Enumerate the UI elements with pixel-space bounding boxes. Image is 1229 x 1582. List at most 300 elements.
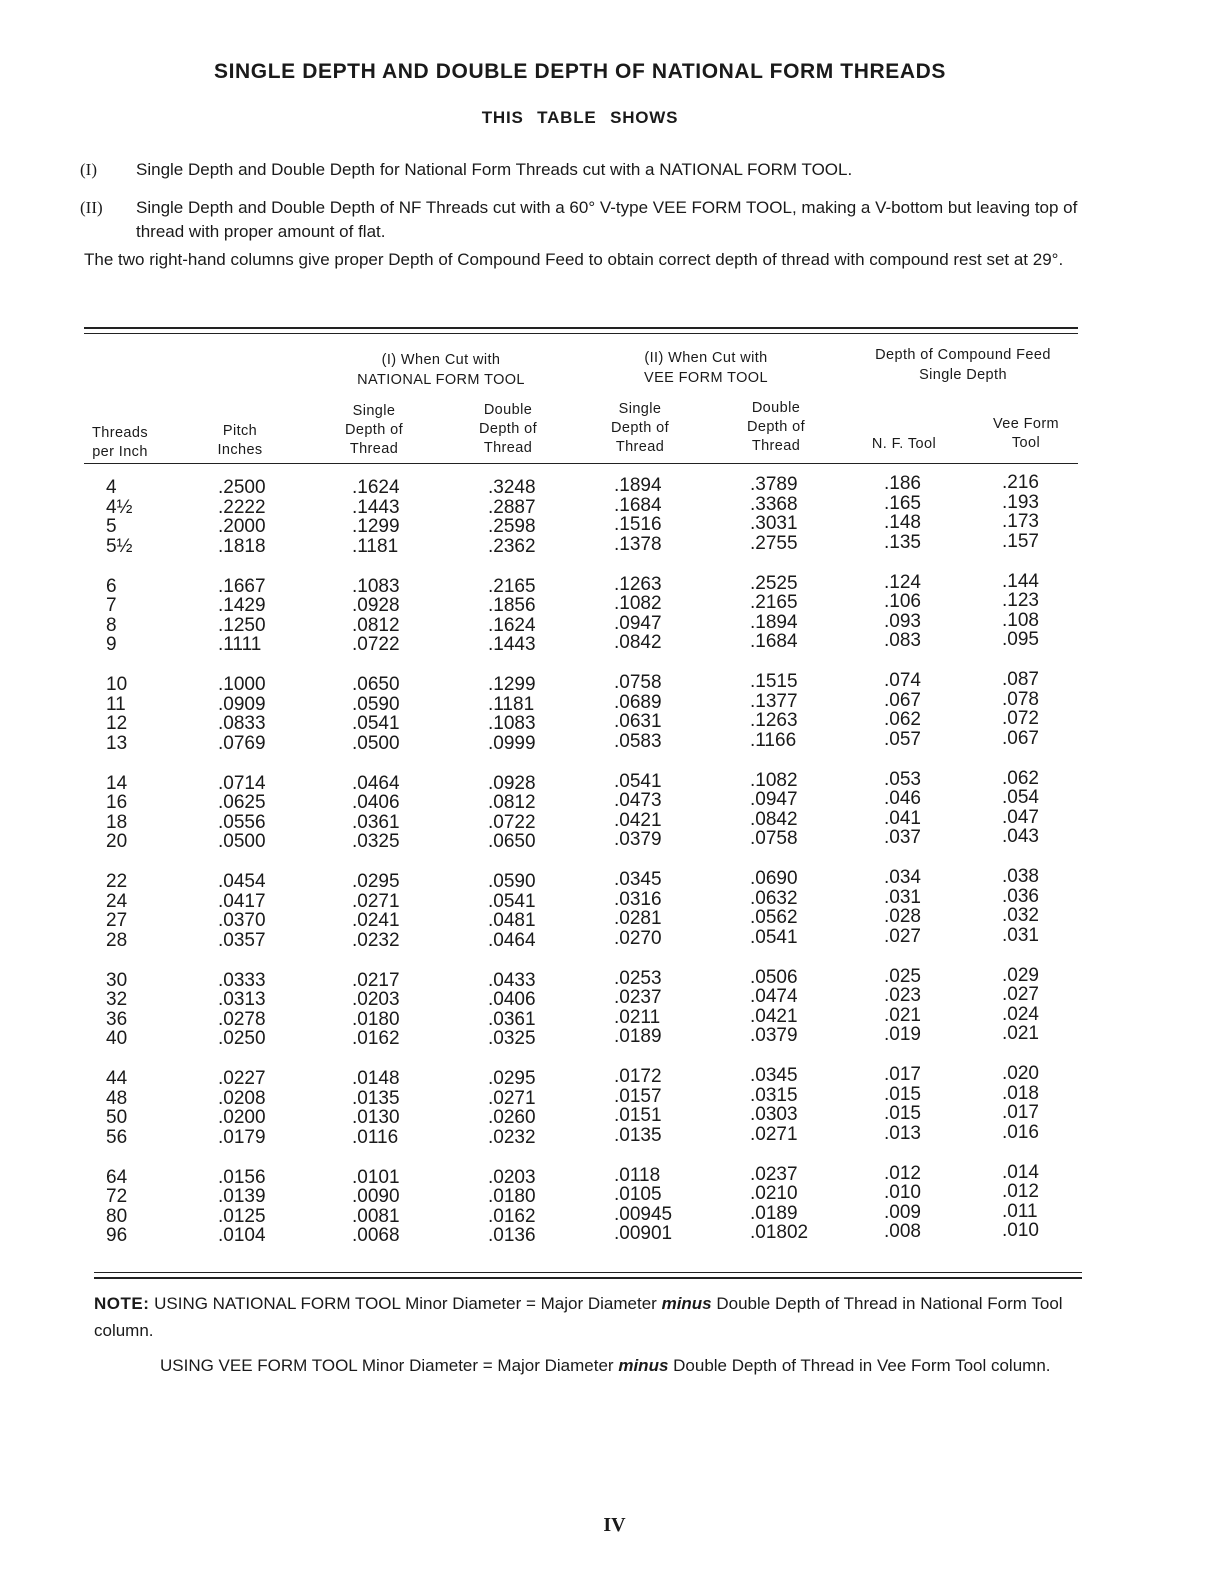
nf-tool-feed-cell: .015 — [884, 1103, 921, 1124]
national-double-depth-cell: .0180 — [488, 1186, 536, 1207]
vee-single-depth-cell: .1516 — [614, 514, 662, 535]
vee-double-depth-cell: .01802 — [750, 1222, 809, 1243]
national-double-depth-cell: .0162 — [488, 1205, 536, 1227]
vee-form-tool-feed-cell: .011 — [1002, 1200, 1038, 1222]
pitch-cell: .0313 — [218, 989, 266, 1010]
table-bottom-rule-outer — [94, 1277, 1082, 1279]
national-double-depth-cell: .0928 — [488, 772, 536, 794]
threads-per-inch-cell: 7 — [106, 595, 117, 616]
vee-double-depth-cell: .0474 — [750, 986, 798, 1007]
vee-form-tool-feed-cell: .014 — [1002, 1161, 1039, 1183]
national-double-depth-cell: .0136 — [488, 1225, 536, 1246]
vee-double-depth-cell: .0379 — [750, 1025, 798, 1046]
vee-form-tool-feed-cell: .012 — [1002, 1181, 1039, 1202]
national-single-depth-cell: .0090 — [352, 1186, 400, 1207]
vee-single-depth-cell: .0631 — [614, 711, 662, 732]
note-text: USING NATIONAL FORM TOOL Minor Diameter = Major Diameter — [154, 1294, 657, 1313]
vee-double-depth-cell: .1082 — [750, 769, 798, 791]
pitch-cell: .0208 — [218, 1087, 266, 1109]
vee-form-tool-feed-cell: .036 — [1002, 885, 1039, 907]
nf-tool-feed-cell: .124 — [884, 571, 921, 593]
threads-per-inch-cell: 10 — [106, 674, 128, 695]
pitch-cell: .0278 — [218, 1008, 266, 1030]
table-row — [84, 1023, 1084, 1049]
column-header-national-single: Single Depth of Thread — [344, 403, 403, 457]
national-single-depth-cell: .0271 — [352, 890, 400, 912]
table-row — [84, 472, 1084, 498]
nf-tool-feed-cell: .074 — [884, 670, 921, 691]
table-row — [84, 708, 1084, 734]
pitch-cell: .0139 — [218, 1186, 266, 1207]
threads-per-inch-cell: 48 — [106, 1087, 128, 1109]
pitch-cell: .0454 — [218, 871, 266, 892]
group-header-line: VEE FORM TOOL — [644, 370, 768, 386]
national-double-depth-cell: .3248 — [488, 477, 536, 498]
pitch-cell: .0625 — [218, 792, 266, 813]
national-single-depth-cell: .0162 — [352, 1028, 400, 1049]
vee-form-tool-feed-cell: .018 — [1002, 1082, 1039, 1104]
table-row-group — [84, 669, 1084, 755]
page-number: IV — [603, 1514, 626, 1536]
table-row — [84, 688, 1084, 715]
note-paragraph-2 — [160, 1352, 1084, 1379]
national-double-depth-cell: .0722 — [488, 811, 536, 833]
vee-single-depth-cell: .0379 — [614, 829, 662, 850]
national-double-depth-cell: .2362 — [488, 535, 536, 557]
national-single-depth-cell: .0217 — [352, 969, 400, 991]
threads-per-inch-cell: 6 — [106, 575, 117, 597]
national-single-depth-cell: .0203 — [352, 989, 400, 1010]
group-header-line: (II) When Cut with — [644, 350, 768, 366]
national-single-depth-cell: .0232 — [352, 929, 400, 951]
threads-per-inch-cell: 64 — [106, 1166, 128, 1188]
vee-double-depth-cell: .0210 — [750, 1183, 798, 1204]
table-row-group — [84, 964, 1084, 1051]
national-double-depth-cell: .0406 — [488, 989, 536, 1010]
column-header-vee-single: Single Depth of Thread — [610, 401, 669, 455]
threads-per-inch-cell: 50 — [106, 1107, 128, 1128]
threads-per-inch-cell: 96 — [106, 1225, 128, 1246]
national-single-depth-cell: .0148 — [352, 1068, 400, 1089]
vee-double-depth-cell: .0541 — [750, 926, 798, 948]
national-single-depth-cell: .0928 — [352, 595, 400, 616]
group-header-line: Depth of Compound Feed — [875, 347, 1051, 363]
vee-form-tool-feed-cell: .038 — [1002, 866, 1039, 887]
column-header-vee-double: Double Depth of Thread — [746, 400, 805, 454]
vee-single-depth-cell: .1263 — [614, 573, 662, 595]
vee-form-tool-feed-cell: .157 — [1002, 530, 1039, 552]
vee-double-depth-cell: .2165 — [750, 592, 798, 613]
vee-double-depth-cell: .3368 — [750, 493, 798, 515]
nf-tool-feed-cell: .093 — [884, 610, 921, 632]
vee-single-depth-cell: .0270 — [614, 927, 662, 949]
vee-double-depth-cell: .0237 — [750, 1163, 798, 1185]
page-title: SINGLE DEPTH AND DOUBLE DEPTH OF NATIONAL FORM THREADS — [213, 60, 946, 83]
threads-per-inch-cell: 18 — [106, 811, 128, 833]
group-header-vee — [586, 348, 826, 388]
group-header-compound — [852, 345, 1074, 385]
vee-double-depth-cell: .2525 — [750, 572, 798, 594]
table-row — [84, 1161, 1084, 1188]
vee-double-depth-cell: .0189 — [750, 1202, 798, 1224]
table-row — [84, 511, 1084, 537]
vee-double-depth-cell: .2755 — [750, 532, 798, 554]
table-row-group — [84, 866, 1084, 952]
national-double-depth-cell: .2887 — [488, 496, 536, 518]
threads-per-inch-cell: 32 — [106, 989, 128, 1010]
table-top-rule — [84, 327, 1078, 329]
nf-tool-feed-cell: .017 — [884, 1064, 921, 1085]
nf-tool-feed-cell: .046 — [884, 788, 921, 809]
vee-form-tool-feed-cell: .047 — [1002, 806, 1039, 828]
threads-per-inch-cell: 11 — [106, 693, 126, 715]
vee-double-depth-cell: .0303 — [750, 1104, 798, 1125]
vee-double-depth-cell: .0562 — [750, 907, 798, 928]
threads-per-inch-cell: 4 — [106, 477, 117, 498]
national-double-depth-cell: .0203 — [488, 1166, 536, 1188]
pitch-cell: .0333 — [218, 969, 266, 991]
threads-per-inch-cell: 16 — [106, 792, 128, 813]
vee-double-depth-cell: .1377 — [750, 690, 798, 712]
table-row — [84, 1063, 1084, 1089]
vee-single-depth-cell: .0172 — [614, 1066, 662, 1087]
note-emphasis: minus — [661, 1294, 712, 1313]
national-double-depth-cell: .1299 — [488, 674, 536, 695]
vee-single-depth-cell: .1082 — [614, 593, 662, 614]
nf-tool-feed-cell: .021 — [884, 1004, 921, 1026]
pitch-cell: .1818 — [218, 535, 266, 557]
vee-form-tool-feed-cell: .031 — [1002, 924, 1039, 946]
vee-double-depth-cell: .0690 — [750, 868, 798, 889]
vee-single-depth-cell: .0118 — [614, 1164, 661, 1186]
national-double-depth-cell: .0590 — [488, 871, 536, 892]
table-top-rule-inner — [84, 333, 1078, 334]
intro-item-number: (II) — [80, 198, 103, 217]
threads-per-inch-cell: 80 — [106, 1205, 128, 1227]
threads-per-inch-cell: 40 — [106, 1028, 128, 1049]
nf-tool-feed-cell: .025 — [884, 965, 921, 987]
vee-form-tool-feed-cell: .216 — [1002, 472, 1039, 493]
vee-form-tool-feed-cell: .108 — [1002, 609, 1039, 631]
vee-form-tool-feed-cell: .024 — [1002, 1003, 1039, 1025]
national-single-depth-cell: .1299 — [352, 516, 400, 537]
note-text: Double Depth of Thread in Vee Form Tool column. — [673, 1356, 1051, 1375]
table-row — [84, 905, 1084, 931]
vee-form-tool-feed-cell: .067 — [1002, 727, 1039, 749]
vee-form-tool-feed-cell: .078 — [1002, 688, 1039, 710]
table-row — [84, 1082, 1084, 1109]
nf-tool-feed-cell: .062 — [884, 709, 921, 730]
threads-per-inch-cell: 22 — [106, 871, 128, 892]
nf-tool-feed-cell: .008 — [884, 1221, 921, 1242]
vee-single-depth-cell: .0316 — [614, 888, 662, 910]
vee-double-depth-cell: .0315 — [750, 1084, 798, 1106]
threads-per-inch-cell: 12 — [106, 713, 128, 734]
table-row — [84, 491, 1084, 518]
vee-form-tool-feed-cell: .087 — [1002, 669, 1039, 690]
note-label: NOTE: — [94, 1294, 150, 1313]
table-row-group — [84, 1063, 1084, 1149]
vee-form-tool-feed-cell: .123 — [1002, 590, 1039, 611]
nf-tool-feed-cell: .027 — [884, 925, 921, 947]
nf-tool-feed-cell: .037 — [884, 827, 921, 848]
threads-per-inch-cell: 30 — [106, 969, 128, 991]
vee-double-depth-cell: .0345 — [750, 1065, 798, 1086]
vee-double-depth-cell: .0947 — [750, 789, 798, 810]
nf-tool-feed-cell: .053 — [884, 768, 921, 790]
national-single-depth-cell: .0135 — [352, 1087, 400, 1109]
table-row — [84, 984, 1084, 1010]
group-header-line: Single Depth — [919, 367, 1007, 383]
table-row — [84, 964, 1084, 991]
nf-tool-feed-cell: .041 — [884, 807, 921, 829]
vee-double-depth-cell: .1166 — [750, 729, 797, 751]
national-double-depth-cell: .1181 — [488, 693, 535, 715]
vee-single-depth-cell: .0237 — [614, 987, 662, 1008]
national-single-depth-cell: .0325 — [352, 831, 400, 852]
table-row — [84, 590, 1084, 616]
national-double-depth-cell: .1443 — [488, 634, 536, 655]
vee-single-depth-cell: .0345 — [614, 869, 662, 890]
table-bottom-rule — [94, 1272, 1082, 1273]
national-single-depth-cell: .1624 — [352, 477, 400, 498]
threads-per-inch-cell: 56 — [106, 1126, 128, 1148]
table-row — [84, 629, 1084, 655]
column-header-vee-form-tool: Vee Form Tool — [992, 416, 1060, 451]
vee-double-depth-cell: .0421 — [750, 1005, 798, 1027]
table-row — [84, 1102, 1084, 1128]
table-row — [84, 866, 1084, 892]
nf-tool-feed-cell: .010 — [884, 1182, 921, 1203]
note-text: Double Depth of Thread in National Form Tool column. — [94, 1294, 1063, 1340]
pitch-cell: .2000 — [218, 516, 266, 537]
pitch-cell: .1429 — [218, 595, 266, 616]
table-row-group — [84, 472, 1084, 558]
table-row — [84, 530, 1084, 557]
table-row — [84, 727, 1084, 754]
threads-per-inch-cell: 14 — [106, 772, 128, 794]
national-single-depth-cell: .0241 — [352, 910, 400, 931]
vee-form-tool-feed-cell: .062 — [1002, 767, 1039, 789]
table-row — [84, 924, 1084, 951]
vee-double-depth-cell: .1515 — [750, 671, 798, 692]
threads-per-inch-cell: 20 — [106, 831, 128, 852]
national-single-depth-cell: .0812 — [352, 614, 400, 636]
national-double-depth-cell: .0541 — [488, 890, 536, 912]
nf-tool-feed-cell: .165 — [884, 492, 921, 514]
column-header-pitch: Pitch Inches — [217, 423, 263, 458]
national-double-depth-cell: .2598 — [488, 516, 536, 537]
pitch-cell: .0250 — [218, 1028, 266, 1049]
national-double-depth-cell: .0325 — [488, 1028, 536, 1049]
threads-per-inch-cell: 13 — [106, 732, 128, 754]
vee-single-depth-cell: .0421 — [614, 809, 662, 831]
national-single-depth-cell: .0464 — [352, 772, 400, 794]
national-double-depth-cell: .0271 — [488, 1087, 536, 1109]
vee-form-tool-feed-cell: .021 — [1002, 1023, 1039, 1044]
pitch-cell: .0909 — [218, 693, 266, 715]
nf-tool-feed-cell: .015 — [884, 1083, 921, 1105]
pitch-cell: .0227 — [218, 1068, 266, 1089]
table-row — [84, 1181, 1084, 1207]
table-row-group — [84, 767, 1084, 854]
vee-single-depth-cell: .0689 — [614, 691, 662, 713]
table-row — [84, 826, 1084, 852]
pitch-cell: .0769 — [218, 732, 266, 754]
table-row — [84, 669, 1084, 695]
national-double-depth-cell: .0295 — [488, 1068, 536, 1089]
national-double-depth-cell: .0260 — [488, 1107, 536, 1128]
nf-tool-feed-cell: .023 — [884, 985, 921, 1006]
group-header-line: (I) When Cut with — [381, 352, 501, 368]
national-double-depth-cell: .0361 — [488, 1008, 536, 1030]
nf-tool-feed-cell: .106 — [884, 591, 921, 612]
threads-per-inch-cell: 27 — [106, 910, 128, 931]
vee-single-depth-cell: .1684 — [614, 494, 662, 516]
national-double-depth-cell: .0481 — [488, 910, 536, 931]
pitch-cell: .0833 — [218, 713, 266, 734]
vee-single-depth-cell: .00901 — [614, 1223, 673, 1244]
national-single-depth-cell: .1083 — [352, 575, 400, 597]
pitch-cell: .0156 — [218, 1166, 266, 1188]
group-header-line: NATIONAL FORM TOOL — [357, 372, 525, 388]
note-emphasis: minus — [618, 1356, 669, 1375]
nf-tool-feed-cell: .186 — [884, 473, 921, 494]
vee-form-tool-feed-cell: .016 — [1002, 1121, 1039, 1143]
nf-tool-feed-cell: .031 — [884, 886, 921, 908]
pitch-cell: .1111 — [218, 634, 262, 655]
pitch-cell: .0370 — [218, 910, 266, 931]
group-header-national — [316, 350, 566, 390]
column-header-national-double: Double Depth of Thread — [478, 402, 537, 456]
pitch-cell: .2222 — [218, 496, 266, 518]
vee-single-depth-cell: .0135 — [614, 1124, 662, 1146]
vee-form-tool-feed-cell: .020 — [1002, 1063, 1039, 1084]
vee-single-depth-cell: .0211 — [614, 1006, 661, 1028]
intro-paragraph: The two right-hand columns give proper Depth of Compound Feed to obtain correct depth of thread with compound rest set at 29°. — [84, 250, 1064, 269]
table-row-group — [84, 570, 1084, 657]
vee-single-depth-cell: .1378 — [614, 533, 662, 555]
national-single-depth-cell: .0180 — [352, 1008, 400, 1030]
nf-tool-feed-cell: .067 — [884, 689, 921, 711]
nf-tool-feed-cell: .135 — [884, 531, 921, 553]
vee-form-tool-feed-cell: .029 — [1002, 964, 1039, 986]
vee-double-depth-cell: .3031 — [750, 513, 798, 534]
national-single-depth-cell: .0361 — [352, 811, 400, 833]
national-single-depth-cell: .0130 — [352, 1107, 400, 1128]
threads-per-inch-cell: 24 — [106, 890, 128, 912]
vee-double-depth-cell: .1263 — [750, 710, 798, 731]
threads-per-inch-cell: 4½ — [106, 496, 133, 518]
national-double-depth-cell: .0812 — [488, 792, 536, 813]
nf-tool-feed-cell: .009 — [884, 1201, 921, 1223]
table-row-group — [84, 1161, 1084, 1248]
column-header-threads: Threads per Inch — [92, 425, 148, 460]
vee-single-depth-cell: .0151 — [614, 1105, 662, 1126]
national-single-depth-cell: .0541 — [352, 713, 400, 734]
nf-tool-feed-cell: .019 — [884, 1024, 921, 1045]
vee-double-depth-cell: .0506 — [750, 966, 798, 988]
vee-form-tool-feed-cell: .027 — [1002, 984, 1039, 1005]
national-double-depth-cell: .0464 — [488, 929, 536, 951]
vee-double-depth-cell: .0842 — [750, 808, 798, 830]
pitch-cell: .2500 — [218, 477, 266, 498]
nf-tool-feed-cell: .012 — [884, 1162, 921, 1184]
vee-single-depth-cell: .1894 — [614, 475, 662, 496]
header-bottom-rule — [84, 463, 1078, 464]
intro-item-text: Single Depth and Double Depth for National Form Threads cut with a NATIONAL FORM TOOL. — [136, 160, 853, 179]
national-single-depth-cell: .0650 — [352, 674, 400, 695]
pitch-cell: .0417 — [218, 890, 266, 912]
note-text: USING VEE FORM TOOL Minor Diameter = Major Diameter — [160, 1356, 614, 1375]
vee-double-depth-cell: .0271 — [750, 1123, 798, 1145]
national-double-depth-cell: .0999 — [488, 732, 536, 754]
national-single-depth-cell: .0101 — [352, 1166, 400, 1188]
threads-per-inch-cell: 5½ — [106, 535, 133, 557]
pitch-cell: .1000 — [218, 674, 266, 695]
national-single-depth-cell: .0590 — [352, 693, 400, 715]
pitch-cell: .0179 — [218, 1126, 266, 1148]
vee-single-depth-cell: .0281 — [614, 908, 662, 929]
table-row — [84, 767, 1084, 794]
vee-single-depth-cell: .0842 — [614, 632, 662, 653]
note-paragraph-1 — [94, 1290, 1084, 1344]
vee-single-depth-cell: .0583 — [614, 730, 662, 752]
vee-form-tool-feed-cell: .072 — [1002, 708, 1039, 729]
nf-tool-feed-cell: .057 — [884, 728, 921, 750]
pitch-cell: .0104 — [218, 1225, 266, 1246]
national-double-depth-cell: .1083 — [488, 713, 536, 734]
threads-per-inch-cell: 28 — [106, 929, 128, 951]
vee-single-depth-cell: .00945 — [614, 1203, 673, 1225]
vee-form-tool-feed-cell: .017 — [1002, 1102, 1039, 1123]
nf-tool-feed-cell: .083 — [884, 630, 921, 651]
nf-tool-feed-cell: .013 — [884, 1122, 921, 1144]
pitch-cell: .0357 — [218, 929, 266, 951]
vee-single-depth-cell: .0758 — [614, 672, 662, 693]
intro-item-number: (I) — [80, 160, 97, 179]
pitch-cell: .1250 — [218, 614, 266, 636]
threads-per-inch-cell: 36 — [106, 1008, 128, 1030]
vee-single-depth-cell: .0541 — [614, 770, 662, 792]
vee-single-depth-cell: .0253 — [614, 967, 662, 989]
table-row — [84, 570, 1084, 597]
intro-item-text: Single Depth and Double Depth of NF Threads cut with a 60° V-type VEE FORM TOOL, making a V-bottom but leaving top of thread with proper amount of flat. — [136, 198, 1078, 241]
threads-per-inch-cell: 44 — [106, 1068, 128, 1089]
national-single-depth-cell: .1443 — [352, 496, 400, 518]
page-subtitle: THIS TABLE SHOWS — [481, 108, 679, 127]
vee-double-depth-cell: .0758 — [750, 828, 798, 849]
pitch-cell: .0714 — [218, 772, 266, 794]
national-double-depth-cell: .0232 — [488, 1126, 536, 1148]
pitch-cell: .0200 — [218, 1107, 266, 1128]
national-single-depth-cell: .0081 — [352, 1205, 400, 1227]
table-row — [84, 787, 1084, 813]
vee-form-tool-feed-cell: .032 — [1002, 905, 1039, 926]
column-header-nf-tool: N. F. Tool — [871, 436, 937, 452]
vee-form-tool-feed-cell: .144 — [1002, 570, 1039, 592]
nf-tool-feed-cell: .148 — [884, 512, 921, 533]
pitch-cell: .0500 — [218, 831, 266, 852]
table-row — [84, 1200, 1084, 1227]
vee-double-depth-cell: .1684 — [750, 631, 798, 652]
nf-tool-feed-cell: .028 — [884, 906, 921, 927]
national-single-depth-cell: .0068 — [352, 1225, 400, 1246]
threads-per-inch-cell: 9 — [106, 634, 117, 655]
vee-form-tool-feed-cell: .010 — [1002, 1220, 1039, 1241]
vee-form-tool-feed-cell: .173 — [1002, 511, 1039, 532]
national-single-depth-cell: .0500 — [352, 732, 400, 754]
